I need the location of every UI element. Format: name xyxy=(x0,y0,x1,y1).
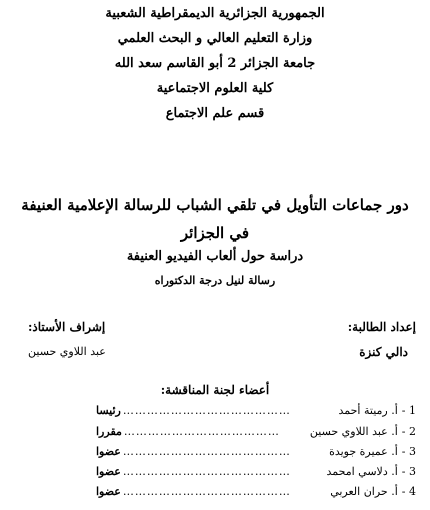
member-leader-dots: …………………………………… xyxy=(122,465,291,478)
member-number: 2 - xyxy=(401,425,416,438)
department-name: قسم علم الاجتماع xyxy=(165,106,265,121)
republic-name: الجمهورية الجزائرية الديمقراطية الشعبية xyxy=(105,6,325,21)
member-name: أ. حران العربي xyxy=(330,485,398,498)
member-number: 1 - xyxy=(401,404,416,417)
supervisor-name: عبد اللاوي حسين xyxy=(28,345,106,358)
thesis-title-line-1: دور جماعات التأويل في تلقي الشباب للرسالة الإعلامية العنيفة xyxy=(21,196,409,214)
thesis-degree: رسالة لنيل درجة الدكتوراه xyxy=(154,274,276,287)
member-leader-dots: ………………………………… xyxy=(123,425,280,438)
faculty-name: كلية العلوم الاجتماعية xyxy=(156,81,274,96)
committee-member-row xyxy=(96,445,416,461)
member-role: رئيسا xyxy=(96,404,121,417)
member-number: 3 - xyxy=(401,445,416,458)
committee-heading: أعضاء لجنة المناقشة: xyxy=(160,383,270,397)
member-role: مقررا xyxy=(96,425,122,438)
committee-member-row xyxy=(96,404,416,420)
member-leader-dots: …………………………………… xyxy=(122,445,291,458)
member-role: عضوا xyxy=(96,465,121,478)
member-name: أ. رميتة أحمد xyxy=(338,404,398,417)
member-name: أ. عميرة جويدة xyxy=(329,445,398,458)
committee-member-row xyxy=(96,425,416,441)
member-leader-dots: …………………………………… xyxy=(122,485,291,498)
ministry-name: وزارة التعليم العالي و البحث العلمي xyxy=(117,31,313,46)
member-name: أ. عبد اللاوي حسين xyxy=(309,425,398,438)
member-role: عضوا xyxy=(96,445,121,458)
committee-member-row xyxy=(96,485,416,501)
committee-member-row xyxy=(96,465,416,481)
supervision-label: إشراف الأستاذ: xyxy=(28,320,106,334)
prepared-by-label: إعداد الطالبة: xyxy=(347,320,416,334)
member-role: عضوا xyxy=(96,485,121,498)
university-name: جامعة الجزائر 2 أبو القاسم سعد الله xyxy=(114,56,316,71)
member-leader-dots: …………………………………… xyxy=(122,404,291,417)
member-name: أ. دلاسي امحمد xyxy=(326,465,398,478)
member-number: 4 - xyxy=(401,485,416,498)
thesis-title-line-2: في الجزائر xyxy=(180,224,250,242)
member-number: 3 - xyxy=(401,465,416,478)
student-name: دالي كنزة xyxy=(359,345,408,359)
thesis-subtitle: دراسة حول ألعاب الفيديو العنيفة xyxy=(126,249,304,264)
